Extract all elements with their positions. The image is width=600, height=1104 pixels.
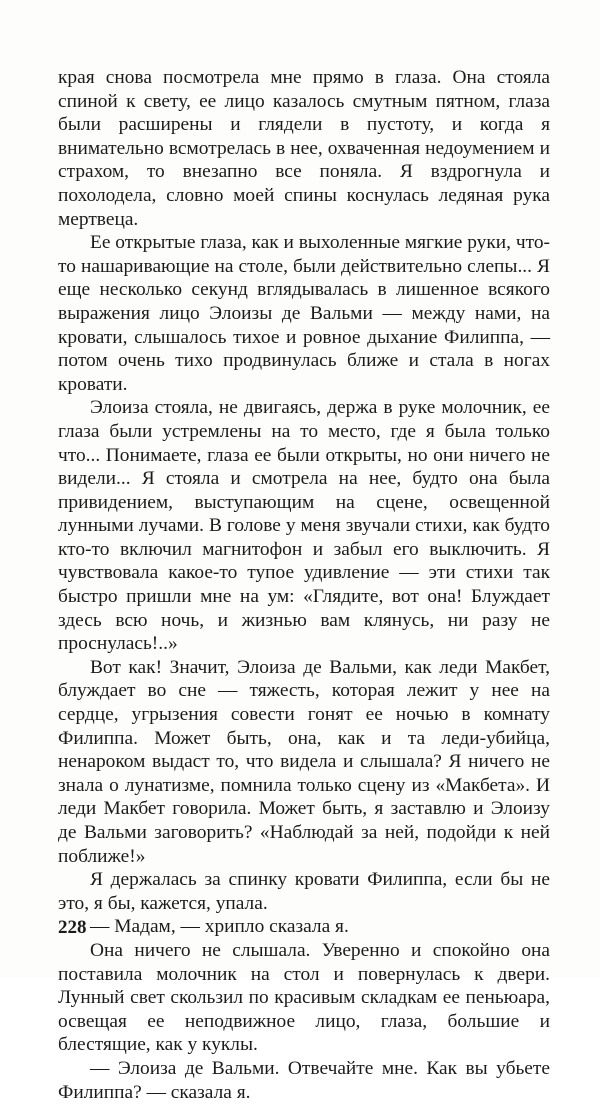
paragraph-7: Она ничего не слышала. Уверенно и спокойно она поставила молочник на стол и повернулась к двери. Лунный свет скользил по красивым складкам ее пеньюара, освещая ее неподвижное лицо, глаза, большие и блестящие, как у куклы. [58,939,550,1056]
paragraph-6: — Мадам, — хрипло сказала я. [90,916,349,938]
page-number: 228 [58,917,87,938]
paragraph-4: Вот как! Значит, Элоиза де Вальми, как леди Макбет, блуждает во сне — тяжесть, которая лежит у нее на сердце, угрызения совести гонят ее ночью в комнату Филиппа. Может быть, она, как и та леди-убийца, ненароком выдаст то, что видела и слышала? Я ничего не знала о лунатизме, помнила только сцену из «Макбета». И леди Макбет говорила. Может быть, я заставлю и Элоизу де Вальми заговорить? «Наблюдай за ней, подойди к ней поближе!» [58,656,550,867]
paragraph-1: края снова посмотрела мне прямо в глаза. Она стояла спиной к свету, ее лицо казалось смутным пятном, глаза были расширены и глядели в пустоту, и когда я внимательно всмотрелась в нее, охваченная недоумением и страхом, то внезапно все поняла. Я вздрогнула и похолодела, словно моей спины коснулась ледяная рука мертвеца. [58,67,550,230]
paragraph-8: — Элоиза де Вальми. Отвечайте мне. Как вы убьете Филиппа? — сказала я. [58,1057,550,1103]
paragraph-3: Элоиза стояла, не двигаясь, держа в руке молочник, ее глаза были устремлены на то место, где я была только что... Понимаете, глаза ее были открыты, но они ничего не видели... Я стояла и смотрела на нее, будто она была привидением, выступающим на сцене, освещенной лунными лучами. В голове у меня звучали стихи, как будто кто-то включил магнитофон и забыл его выключить. Я чувствовала какое-то тупое удивление — эти стихи так быстро пришли мне на ум: «Глядите, вот она! Блуждает здесь всю ночь, и жизнью вам клянусь, ни разу не проснулась!..» [58,397,550,655]
body-text [58,66,550,1104]
paragraph-2: Ее открытые глаза, как и выхоленные мягкие руки, что-то нашаривающие на столе, были действительно слепы... Я еще несколько секунд вглядывалась в лишенное всякого выражения лицо Элоизы де Вальми — между нами, на кровати, слышалось тихое и ровное дыхание Филиппа, — потом очень тихо продвинулась ближе и стала в ногах кровати. [58,232,550,395]
paragraph-5: Я держалась за спинку кровати Филиппа, если бы не это, я бы, кажется, упала. [58,869,550,914]
